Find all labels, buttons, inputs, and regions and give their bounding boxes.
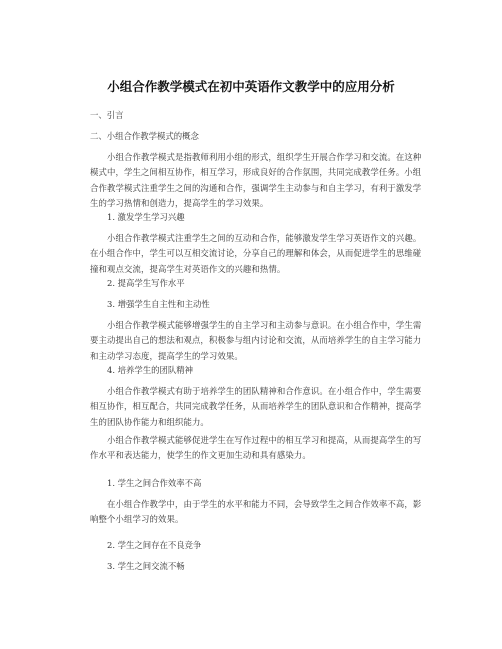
paragraph-line: 在小组合作中，学生可以互相交流讨论，分享自己的理解和体会，从而促进学生的思维碰	[90, 248, 422, 259]
paragraph-line: 小组合作教学模式能够增强学生的自主学习和主动参与意识。在小组合作中，学生需	[107, 320, 422, 330]
paragraph-line: 和主动学习态度，提高学生的学习效果。	[90, 350, 243, 361]
paragraph-line: 模式中，学生之间相互协作，相互学习，形成良好的合作氛围，共同完成教学任务。小组	[90, 167, 422, 178]
paragraph-line: 相互协作，相互配合，共同完成教学任务，从而培养学生的团队意识和合作精神，提高学	[90, 401, 422, 412]
paragraph-line: 小组合作教学模式能够促进学生在写作过程中的相互学习和提高，从而提高学生的写	[107, 435, 422, 445]
paragraph-line: 生的团队协作能力和组织能力。	[90, 416, 209, 427]
paragraph-line: 生的学习热情和创造力，提高学生的学习效果。	[90, 198, 269, 209]
subheading-autonomy: 3. 增强学生自主性和主动性	[107, 299, 210, 309]
section-heading-concept: 二、小组合作教学模式的概念	[90, 131, 199, 141]
paragraph-line: 在小组合作教学中，由于学生的水平和能力不同，会导致学生之间合作效率不高，影	[107, 499, 422, 509]
subheading-communication: 3. 学生之间交流不畅	[107, 561, 185, 571]
paragraph-line: 响整个小组学习的效果。	[90, 514, 184, 525]
paragraph-line: 要主动提出自己的想法和观点，积极参与组内讨论和交流，从而培养学生的自主学习能力	[90, 335, 422, 346]
paragraph-line: 合作教学模式注重学生之间的沟通和合作，强调学生主动参与和自主学习，有利于激发学	[90, 182, 422, 193]
paragraph-line: 小组合作教学模式有助于培养学生的团队精神和合作意识。在小组合作中，学生需要	[107, 386, 422, 396]
paragraph-line: 小组合作教学模式是指教师利用小组的形式，组织学生开展合作学习和交流。在这种	[107, 152, 422, 162]
paragraph-team-spirit	[90, 384, 428, 430]
paragraph-interest	[90, 231, 428, 277]
subheading-efficiency: 1. 学生之间合作效率不高	[107, 478, 202, 488]
subheading-writing-level: 2. 提高学生写作水平	[107, 278, 185, 288]
paragraph-line: 小组合作教学模式注重学生之间的互动和合作，能够激发学生学习英语作文的兴趣。	[107, 233, 422, 243]
paragraph-line: 作水平和表达能力，使学生的作文更加生动和具有感染力。	[90, 450, 311, 461]
section-heading-introduction: 一、引言	[90, 110, 124, 120]
paragraph-efficiency	[90, 497, 428, 528]
document-title: 小组合作教学模式在初中英语作文教学中的应用分析	[107, 79, 395, 94]
subheading-interest: 1. 激发学生学习兴趣	[107, 212, 185, 222]
paragraph-writing-level	[90, 433, 428, 464]
subheading-competition: 2. 学生之间存在不良竞争	[107, 540, 202, 550]
paragraph-concept	[90, 150, 428, 212]
paragraph-line: 撞和观点交流，提高学生对英语作文的兴趣和热情。	[90, 263, 286, 274]
paragraph-autonomy	[90, 318, 428, 364]
subheading-team-spirit: 4. 培养学生的团队精神	[107, 365, 194, 375]
